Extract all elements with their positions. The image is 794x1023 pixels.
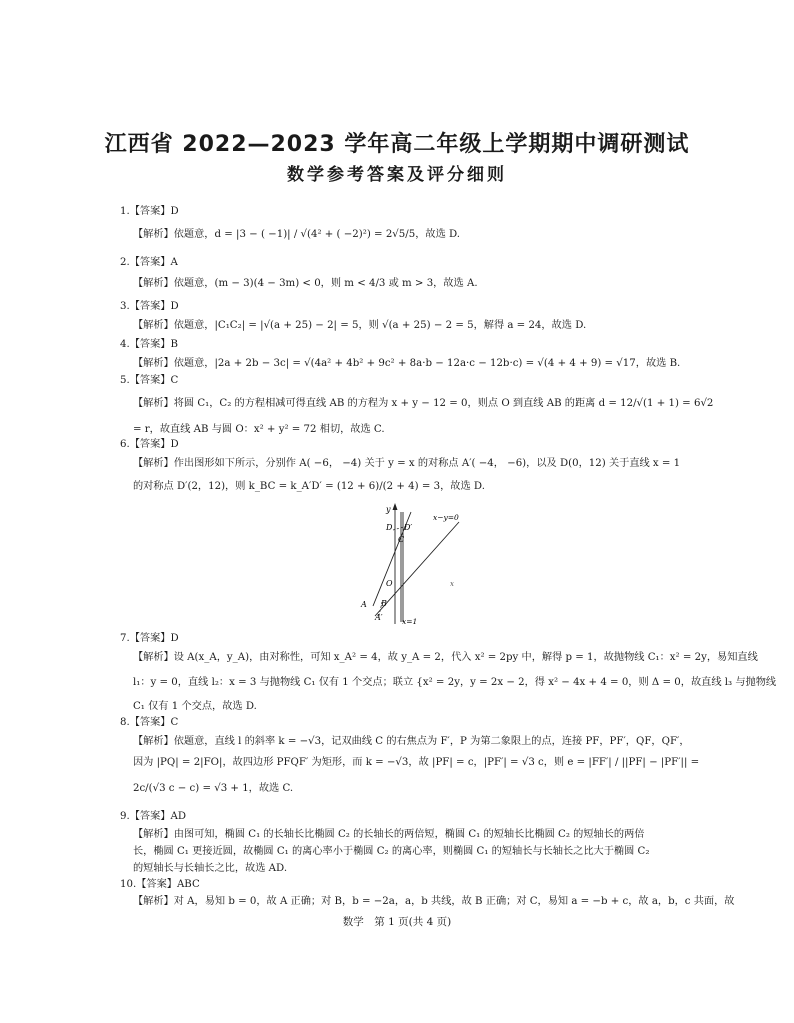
text-line-content: 【解析】作出图形如下所示，分别作 A( −6， −4) 关于 y = x 的对称点 A′( −4， −6)，以及 D(0，12) 关于直线 x = 1 bbox=[133, 458, 681, 469]
page-subtitle: 数学参考答案及评分细则 bbox=[287, 165, 507, 185]
label-point-d: D bbox=[386, 523, 393, 532]
coordinate-figure bbox=[355, 500, 475, 628]
label-point-a: A bbox=[361, 600, 367, 609]
page-title: 江西省 2022—2023 学年高二年级上学期期中调研测试 bbox=[104, 132, 690, 157]
text-line-content: 【解析】由图可知，椭圆 C₁ 的长轴长比椭圆 C₂ 的长轴长的两倍短，椭圆 C₁ 的短轴长比椭圆 C₂ 的短轴长的两倍 bbox=[133, 829, 645, 840]
text-line-content: 4.【答案】B bbox=[120, 339, 178, 350]
text-line-content: 的对称点 D′(2，12)，则 k_BC = k_A′D′ = (12 + 6)/(2 + 4) = 3，故选 D. bbox=[133, 481, 485, 492]
label-point-dp: D′ bbox=[404, 523, 413, 532]
text-line-content: 9.【答案】AD bbox=[120, 811, 186, 822]
text-line-content: 6.【答案】D bbox=[120, 439, 179, 450]
text-line-content: 2c/(√3 c − c) = √3 + 1，故选 C. bbox=[133, 783, 294, 794]
y-axis-arrow bbox=[393, 503, 398, 510]
text-line-content: 【解析】依题意，(m − 3)(4 − 3m) < 0，则 m < 4/3 或 m > 3，故选 A. bbox=[133, 278, 478, 289]
page-footer: 数学 第 1 页(共 4 页) bbox=[342, 916, 452, 928]
text-line-content: 【解析】依题意，直线 l 的斜率 k = −√3，记双曲线 C 的右焦点为 F′，P 为第二象限上的点，连接 PF，PF′，QF，QF′， bbox=[133, 736, 690, 747]
label-y-axis: y bbox=[386, 505, 391, 514]
text-line-content: 因为 |PQ| = 2|FO|，故四边形 PFQF′ 为矩形，而 k = −√3，故 |PF| = c，|PF′| = √3 c，则 e = |FF′| / ||PF| − |PF′|| = bbox=[133, 757, 700, 768]
text-line-content: 2.【答案】A bbox=[120, 257, 178, 268]
text-line-content: 【解析】依题意，|2a + 2b − 3c| = √(4a² + 4b² + 9c² + 8a·b − 12a·c − 12b·c) = √(4 + 4 + 9) = √17，故选 B. bbox=[133, 358, 681, 369]
text-line-content: 【解析】依题意，d = |3 − ( −1)| / √(4² + ( −2)²) = 2√5/5，故选 D. bbox=[133, 229, 461, 240]
text-line-content: 10.【答案】ABC bbox=[120, 879, 200, 890]
text-line-content: 5.【答案】C bbox=[120, 375, 179, 386]
text-line-content: C₁ 仅有 1 个交点，故选 D. bbox=[133, 701, 257, 712]
label-x-axis: x bbox=[450, 580, 454, 588]
text-line-content: 【解析】依题意，|C₁C₂| = |√(a + 25) − 2| = 5，则 √(a + 25) − 2 = 5，解得 a = 24，故选 D. bbox=[133, 320, 587, 331]
text-line-content: 长，椭圆 C₁ 更接近圆，故椭圆 C₁ 的离心率小于椭圆 C₂ 的离心率，则椭圆 C₁ 的短轴长与长轴长之比大于椭圆 C₂ bbox=[133, 846, 650, 857]
text-line-content: = r，故直线 AB 与圆 O：x² + y² = 72 相切，故选 C. bbox=[133, 424, 385, 435]
text-line-content: 【解析】将圆 C₁，C₂ 的方程相减可得直线 AB 的方程为 x + y − 12 = 0，则点 O 到直线 AB 的距离 d = 12/√(1 + 1) = 6√2 bbox=[133, 398, 714, 409]
text-line-content: 的短轴长与长轴长之比，故选 AD. bbox=[133, 863, 288, 874]
label-line-yx: x−y=0 bbox=[433, 513, 459, 522]
text-line-content: 1.【答案】D bbox=[120, 206, 179, 217]
label-point-ap: A′ bbox=[375, 613, 383, 622]
label-point-b: B bbox=[381, 599, 387, 608]
label-origin-o: O bbox=[386, 579, 393, 588]
label-line-x1: x=1 bbox=[402, 617, 418, 626]
text-line-content: 【解析】对 A，易知 b = 0，故 A 正确；对 B，b = −2a，a，b 共线，故 B 正确；对 C，易知 a = −b + c，故 a，b，c 共面，故 bbox=[133, 896, 735, 907]
text-line-content: l₁：y = 0，直线 l₂：x = 3 与抛物线 C₁ 仅有 1 个交点；联立 {x² = 2y，y = 2x − 2，得 x² − 4x + 4 = 0，则 Δ = 0，故直线 l₃ 与抛物线 bbox=[133, 677, 777, 688]
label-point-c: C bbox=[398, 535, 405, 544]
text-line-content: 【解析】设 A(x_A，y_A)，由对称性，可知 x_A² = 4，故 y_A = 2，代入 x² = 2py 中，解得 p = 1，故抛物线 C₁：x² = 2y，易知直线 bbox=[133, 652, 758, 663]
text-line-content: 7.【答案】D bbox=[120, 633, 179, 644]
text-line-content: 8.【答案】C bbox=[120, 717, 179, 728]
text-line-content: 3.【答案】D bbox=[120, 301, 179, 312]
